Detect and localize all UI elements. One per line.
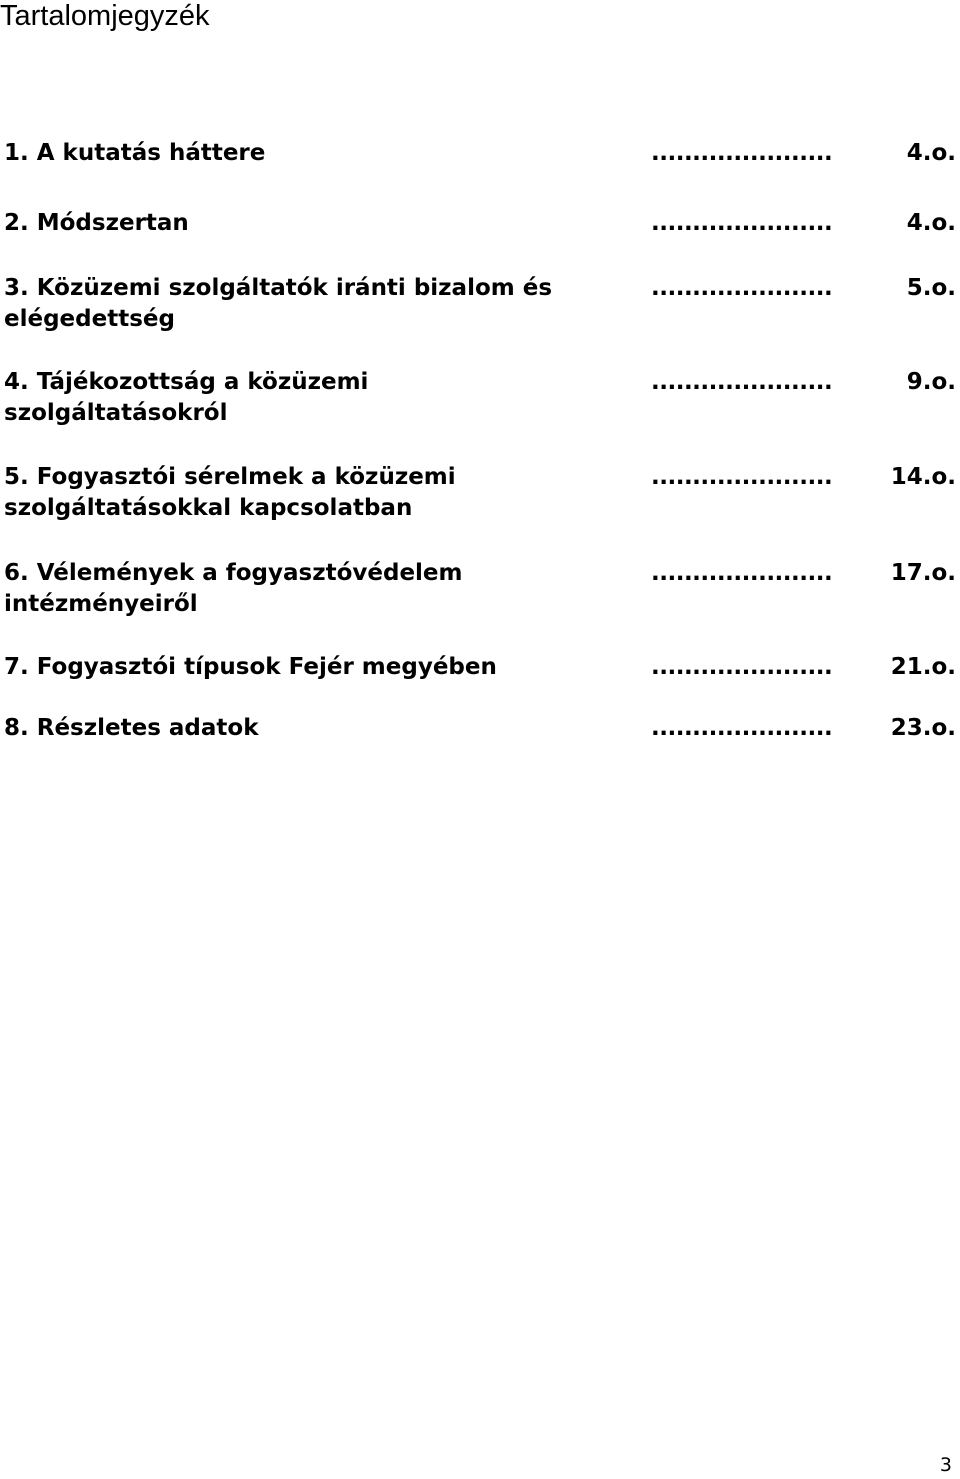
toc-dot-leader: ...................... — [651, 715, 833, 741]
toc-page-ref: 4.o. — [906, 210, 956, 236]
toc-page-ref: 5.o. — [906, 275, 956, 301]
toc-entry-title: 1. A kutatás háttere — [4, 140, 266, 166]
toc-page-ref: 17.o. — [890, 560, 956, 586]
toc-entry-title: 8. Részletes adatok — [4, 715, 259, 741]
toc-dot-leader: ...................... — [651, 560, 833, 586]
toc-entry-title: 7. Fogyasztói típusok Fejér megyében — [4, 654, 497, 680]
toc-dot-leader: ...................... — [651, 464, 833, 490]
toc-page-ref: 21.o. — [890, 654, 956, 680]
toc-page-ref: 9.o. — [906, 369, 956, 395]
toc-dot-leader: ...................... — [651, 140, 833, 166]
toc-entry-title: 4. Tájékozottság a közüzemi szolgáltatásokról — [4, 369, 369, 426]
toc-entry-title: 5. Fogyasztói sérelmek a közüzemi szolgáltatásokkal kapcsolatban — [4, 464, 456, 521]
toc-entry-title: 3. Közüzemi szolgáltatók iránti bizalom és elégedettség — [4, 275, 553, 332]
toc-page-ref: 23.o. — [890, 715, 956, 741]
toc-entry-title: 2. Módszertan — [4, 210, 189, 236]
toc-dot-leader: ...................... — [651, 210, 833, 236]
page-number: 3 — [939, 1454, 952, 1476]
toc-entry-title: 6. Vélemények a fogyasztóvédelem intézményeiről — [4, 560, 463, 617]
toc-page-ref: 14.o. — [890, 464, 956, 490]
toc-dot-leader: ...................... — [651, 369, 833, 395]
toc-page-ref: 4.o. — [906, 140, 956, 166]
toc-dot-leader: ...................... — [651, 275, 833, 301]
toc-dot-leader: ...................... — [651, 654, 833, 680]
page-title: Tartalomjegyzék — [0, 0, 210, 32]
